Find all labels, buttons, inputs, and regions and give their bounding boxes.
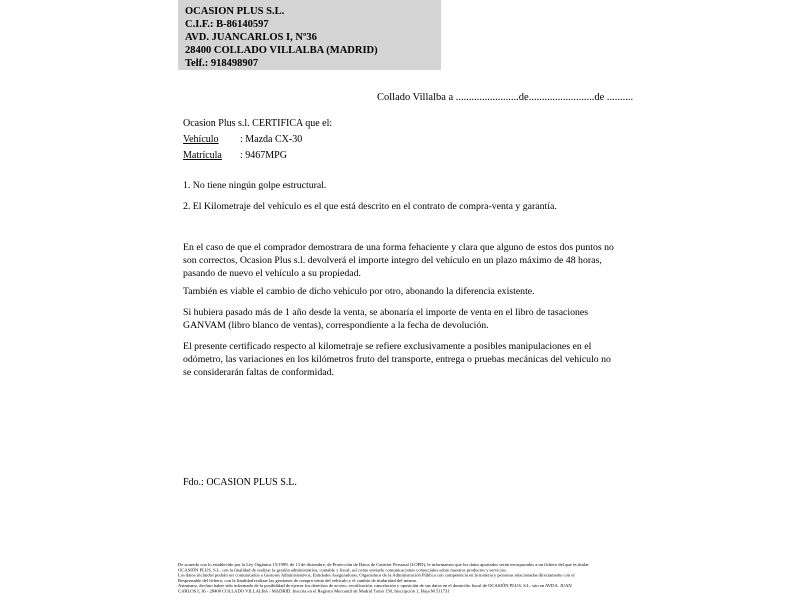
paragraph-exchange-option: También es viable el cambio de dicho vehiculo por otro, abonando la diferencia existente.: [183, 286, 535, 297]
vehicle-label: Vehículo: [183, 134, 219, 145]
legal-line-4: Responsable del fichero, con la finalidad realizar las gestiones de compra venta del vehículo y el cambio de titularidad del mismo.: [178, 577, 418, 583]
signature-line: Fdo.: OCASION PLUS S.L.: [183, 477, 297, 488]
legal-line-6: CARLOS I, 36 - 28400 COLLADO VILLALBA - MADRID. Inscrita en el Registro Mercantil de Madrid Tomo 150, Inscripción 1, Hoja M 511731: [178, 588, 450, 594]
date-line: Collado Villalba a ........................de.........................de ..........: [377, 92, 634, 103]
company-address: AVD. JUANCARLOS I, Nº36: [185, 32, 317, 43]
certification-block: [183, 116, 332, 164]
company-header-box: [178, 0, 441, 70]
legal-line-3: Los datos incluidos podrán ser comunicados a Gestores Administrativos, Entidades Aseguradoras, Organismos de la Administración Pública con competencia en la materia y personas relacionadas directamente con el: [178, 572, 575, 578]
numbered-point-2: 2. El Kilometraje del vehículo es el que está descrito en el contrato de compra-venta y garantía.: [183, 201, 557, 212]
legal-line-2: OCASIÓN PLUS, S.L. con la finalidad de realizar la gestión administrativa, contable y fiscal, así como enviarle comunicaciones comerciales sobre nuestros productos y servicios.: [178, 567, 507, 573]
company-cif: C.I.F.: B-86140597: [185, 19, 269, 30]
legal-fine-print: [178, 562, 618, 594]
paragraph-refund-terms: En el caso de que el comprador demostrara de una forma fehaciente y clara que alguno de estos dos puntos no son correctos, Ocasion Plus s.l. devolverá el importe integro del vehículo en un plazo máximo de 48 horas, pasando de nuevo el vehículo a su propiedad.: [183, 242, 614, 280]
company-name: OCASION PLUS S.L.: [185, 6, 285, 17]
legal-line-5: Asimismo, declaro haber sido informado de la posibilidad de ejercer los derechos de acceso, rectificación, cancelación y oposición de sus datos en el domicilio fiscal de OCASIÓN PLUS, S.L. sito en AVDA. JUAN: [178, 583, 572, 589]
numbered-point-1: 1. No tiene ningún golpe estructural.: [183, 180, 327, 191]
paragraph-ganvam-valuation: Si hubiera pasado más de 1 año desde la venta, se abonaría el importe de venta en el libro de tasaciones GANVAM (libro blanco de ventas), correspondiente a la fecha de devolución.: [183, 307, 589, 332]
legal-line-1: De acuerdo con lo establecido por la Ley Orgánica 15/1999, de 13 de diciembre, de Protección de Datos de Carácter Personal (LOPD), le informamos que los datos aportados serán incorporados a un fichero del que es titular: [178, 562, 589, 567]
paragraph-odometer-disclaimer: El presente certificado respecto al kilometraje se refiere exclusivamente a posibles manipulaciones en el odómetro, las variaciones en los kilómetros fruto del transporte, entrega o pruebas mecánicas del vehiculo no se considerarán faltas de conformidad.: [183, 341, 611, 379]
certification-intro: Ocasion Plus s.l. CERTIFICA que el:: [183, 118, 333, 129]
vehicle-value: : Mazda CX-30: [240, 134, 303, 145]
vehicle-row: [183, 132, 332, 148]
plate-row: [183, 148, 332, 164]
plate-value: : 9467MPG: [240, 150, 287, 161]
company-city: 28400 COLLADO VILLALBA (MADRID): [185, 45, 378, 56]
company-phone: Telf.: 918498907: [185, 58, 259, 69]
plate-label: Matrícula: [183, 150, 222, 161]
